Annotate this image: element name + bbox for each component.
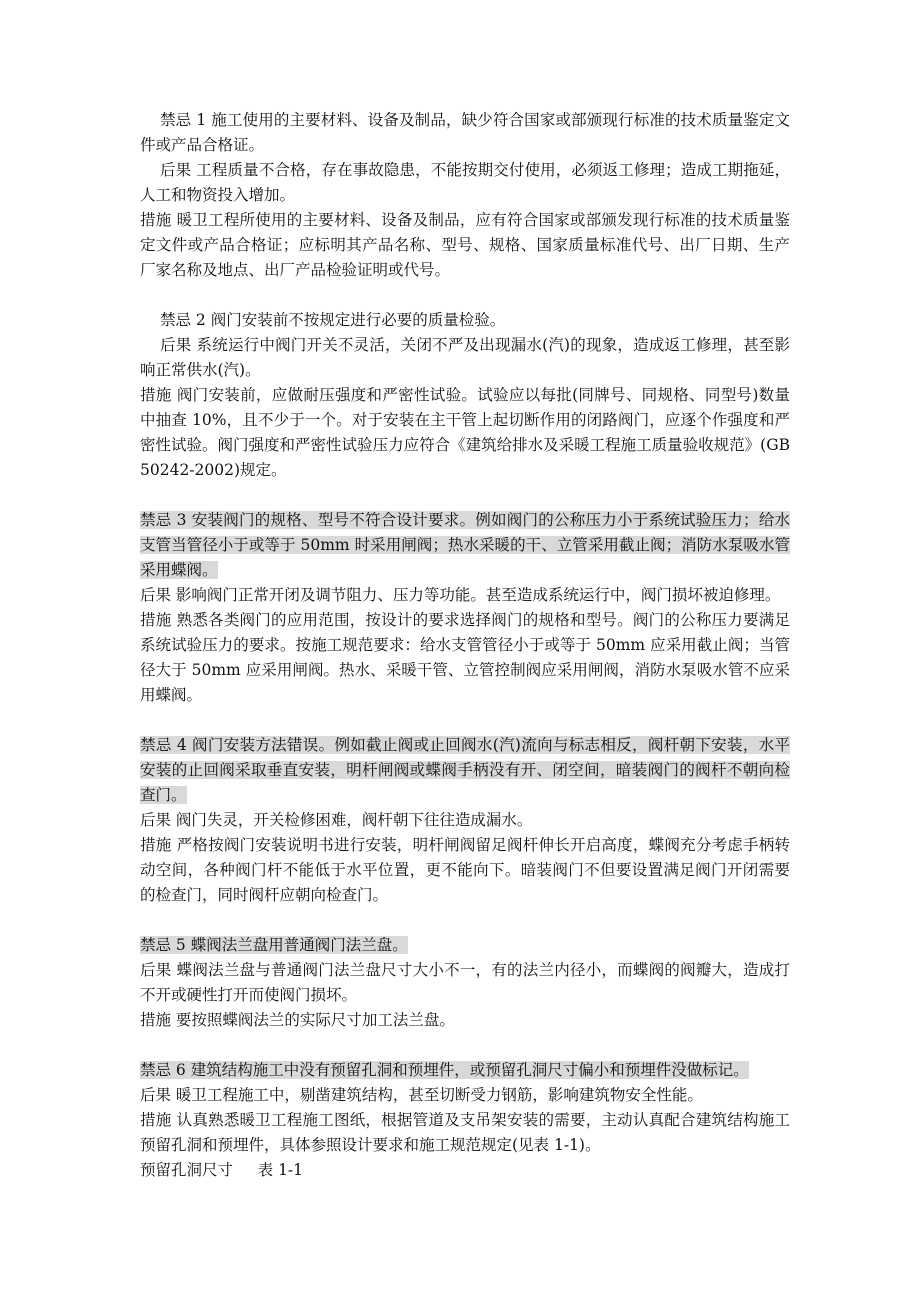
ban-6-text: 禁忌 6 建筑结构施工中没有预留孔洞和预埋件，或预留孔洞尺寸偏小和预埋件没做标记。 [140, 1061, 749, 1079]
measure-1 [140, 208, 790, 283]
section-gap [140, 483, 790, 508]
ban-6 [140, 1058, 790, 1083]
section-gap [140, 1033, 790, 1058]
consequence-1 [140, 158, 790, 208]
consequence-3 [140, 583, 790, 608]
section-gap [140, 708, 790, 733]
ban-2-text: 禁忌 2 阀门安装前不按规定进行必要的质量检验。 [160, 311, 506, 329]
consequence-3-text: 后果 影响阀门正常开闭及调节阻力、压力等功能。甚至造成系统运行中，阀门损坏被迫修理。 [140, 586, 781, 604]
measure-1-text: 措施 暖卫工程所使用的主要材料、设备及制品，应有符合国家或部颁发现行标准的技术质量鉴定文件或产品合格证；应标明其产品名称、型号、规格、国家质量标准代号、出厂日期、生产厂家名称及地点、出厂产品检验证明或代号。 [140, 211, 790, 279]
measure-2 [140, 383, 790, 483]
section-2 [140, 308, 790, 483]
consequence-6 [140, 1083, 790, 1108]
document-body [140, 108, 790, 1183]
ban-2 [140, 308, 790, 333]
measure-3 [140, 608, 790, 708]
consequence-1-text: 后果 工程质量不合格，存在事故隐患，不能按期交付使用，必须返工修理；造成工期拖延，人工和物资投入增加。 [140, 161, 790, 204]
ban-5-text: 禁忌 5 蝶阀法兰盘用普通阀门法兰盘。 [140, 936, 408, 954]
consequence-6-text: 后果 暖卫工程施工中，剔凿建筑结构，甚至切断受力钢筋，影响建筑物安全性能。 [140, 1086, 703, 1104]
consequence-2 [140, 333, 790, 383]
section-gap [140, 908, 790, 933]
measure-4 [140, 833, 790, 908]
section-1 [140, 108, 790, 283]
section-gap [140, 283, 790, 308]
ban-3-text: 禁忌 3 安装阀门的规格、型号不符合设计要求。例如阀门的公称压力小于系统试验压力；给水支管当管径小于或等于 50mm 时采用闸阀；热水采暖的干、立管采用截止阀；消防水泵吸水管采用蝶阀。 [140, 511, 790, 579]
measure-6-text: 措施 认真熟悉暖卫工程施工图纸，根据管道及支吊架安装的需要，主动认真配合建筑结构施工预留孔洞和预埋件，具体参照设计要求和施工规范规定(见表 1-1)。 [140, 1111, 790, 1154]
measure-3-text: 措施 熟悉各类阀门的应用范围，按设计的要求选择阀门的规格和型号。阀门的公称压力要满足系统试验压力的要求。按施工规范要求：给水支管管径小于或等于 50mm 应采用截止阀；当管径大于 50mm 应采用闸阀。热水、采暖干管、立管控制阀应采用闸阀，消防水泵吸水管不应采用蝶阀。 [140, 611, 790, 704]
table-caption: 预留孔洞尺寸 表 1-1 [140, 1161, 304, 1179]
ban-5 [140, 933, 790, 958]
section-5 [140, 933, 790, 1033]
ban-1 [140, 108, 790, 158]
ban-1-text: 禁忌 1 施工使用的主要材料、设备及制品，缺少符合国家或部颁现行标准的技术质量鉴定文件或产品合格证。 [140, 111, 790, 154]
ban-3 [140, 508, 790, 583]
measure-4-text: 措施 严格按阀门安装说明书进行安装，明杆闸阀留足阀杆伸长开启高度，蝶阀充分考虑手柄转动空间，各种阀门杆不能低于水平位置，更不能向下。暗装阀门不但要设置满足阀门开闭需要的检查门，同时阀杆应朝向检查门。 [140, 836, 790, 904]
consequence-5 [140, 958, 790, 1008]
measure-5 [140, 1008, 790, 1033]
ban-4-text: 禁忌 4 阀门安装方法错误。例如截止阀或止回阀水(汽)流向与标志相反，阀杆朝下安装，水平安装的止回阀采取垂直安装，明杆闸阀或蝶阀手柄没有开、闭空间，暗装阀门的阀杆不朝向检查门。 [140, 736, 790, 804]
section-4 [140, 733, 790, 908]
consequence-2-text: 后果 系统运行中阀门开关不灵活，关闭不严及出现漏水(汽)的现象，造成返工修理，甚至影响正常供水(汽)。 [140, 336, 790, 379]
measure-6 [140, 1108, 790, 1158]
measure-2-text: 措施 阀门安装前，应做耐压强度和严密性试验。试验应以每批(同牌号、同规格、同型号)数量中抽查 10%，且不少于一个。对于安装在主干管上起切断作用的闭路阀门，应逐个作强度和严密性试验。阀门强度和严密性试验压力应符合《建筑给排水及采暖工程施工质量验收规范》(GB 50242-2002)规定。 [140, 386, 790, 479]
consequence-5-text: 后果 蝶阀法兰盘与普通阀门法兰盘尺寸大小不一，有的法兰内径小，而蝶阀的阀瓣大，造成打不开或硬性打开而使阀门损坏。 [140, 961, 790, 1004]
section-6 [140, 1058, 790, 1158]
consequence-4 [140, 808, 790, 833]
measure-5-text: 措施 要按照蝶阀法兰的实际尺寸加工法兰盘。 [140, 1011, 455, 1029]
consequence-4-text: 后果 阀门失灵，开关检修困难，阀杆朝下往往造成漏水。 [140, 811, 533, 829]
ban-4 [140, 733, 790, 808]
section-3 [140, 508, 790, 708]
